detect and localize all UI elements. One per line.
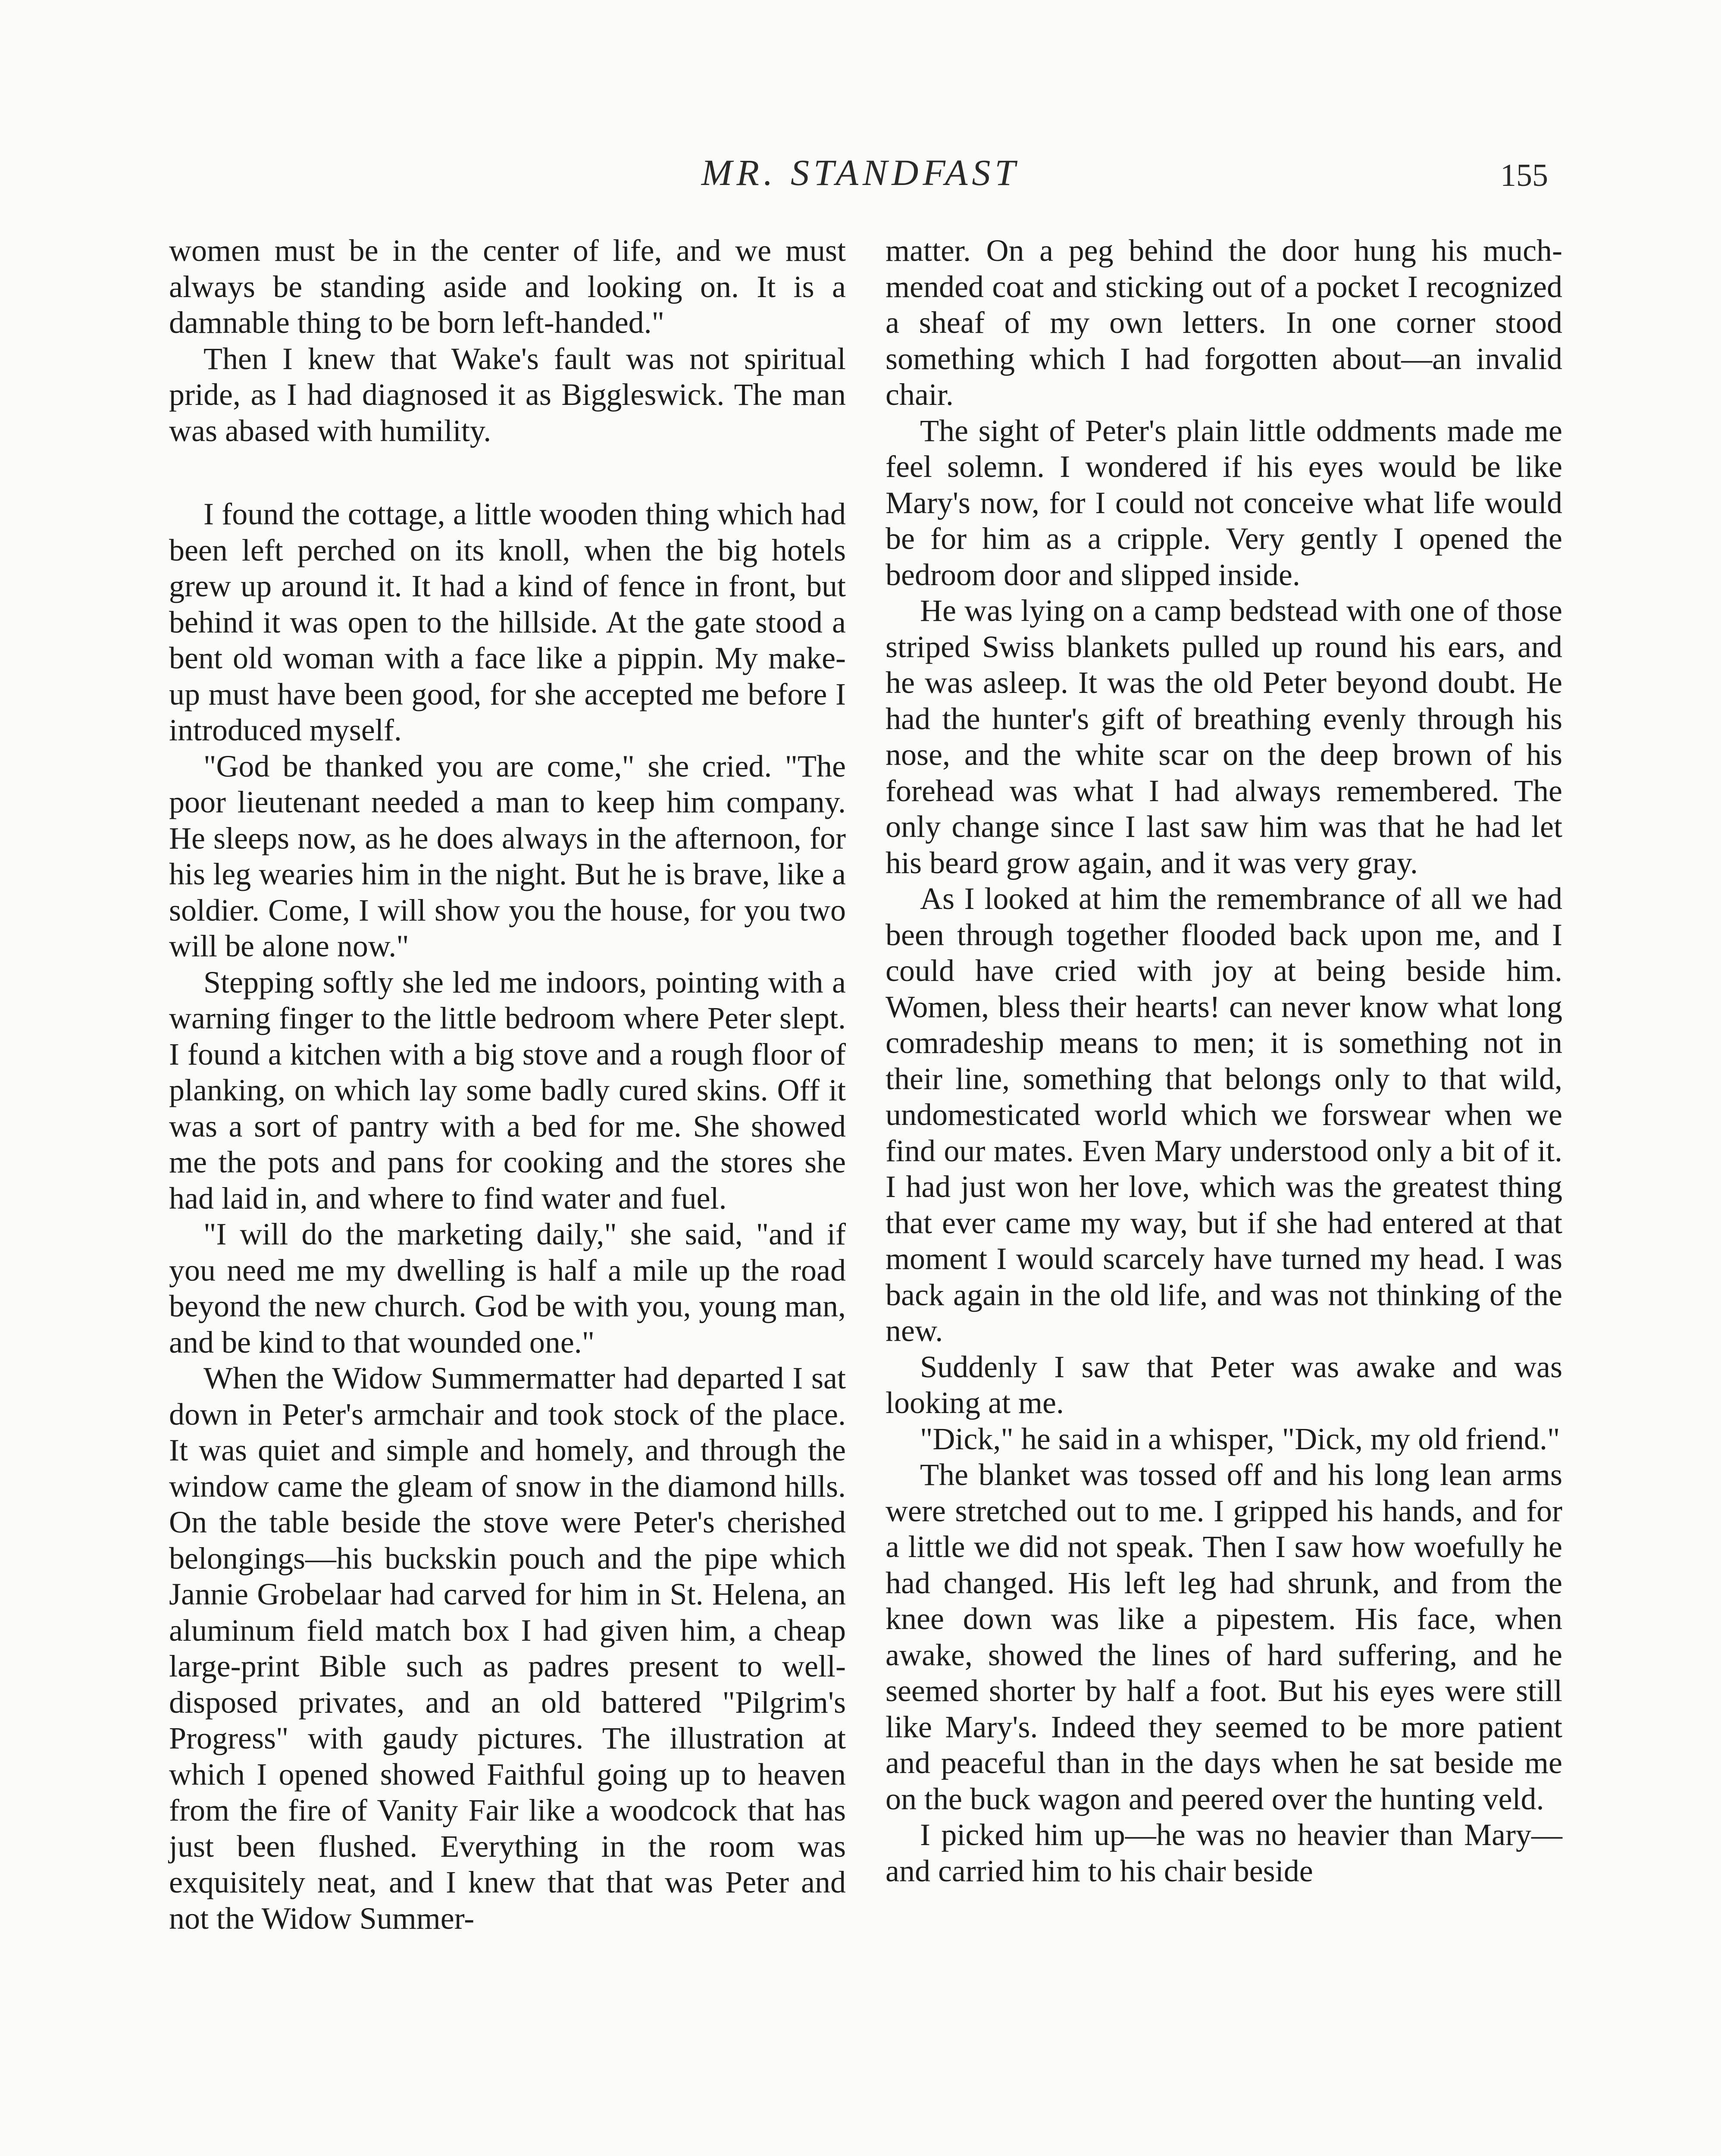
paragraph: "God be thanked you are come," she cried. "The poor lieutenant needed a man to keep him company. He sleeps now, as he does always in the afternoon, for his leg wearies him in the night. But he is brave, like a soldier. Come, I will show you the house, for you two will be alone now." [169,749,846,963]
paragraph: He was lying on a camp bedstead with one of those striped Swiss blankets pulled up round his ears, and he was asleep. It was the old Peter beyond doubt. He had the hunter's gift of breathing evenly through his nose, and the white scar on the deep brown of his forehead was what I had always remembered. The only change since I last saw him was that he had let his beard grow again, and it was very gray. [886,593,1562,880]
paragraph: I found the cottage, a little wooden thing which had been left perched on its knoll, when the big hotels grew up around it. It had a kind of fence in front, but behind it was open to the hillside. At the gate stood a bent old woman with a face like a pippin. My make-up must have been good, for she accepted me before I introduced myself. [169,497,846,747]
paragraph: Stepping softly she led me indoors, pointing with a warning finger to the little bedroom where Peter slept. I found a kitchen with a big stove and a rough floor of planking, on which lay some badly cured skins. Off it was a sort of pantry with a bed for me. She showed me the pots and pans for cooking and the stores she had laid in, and where to find water and fuel. [169,965,846,1216]
paragraph: matter. On a peg behind the door hung his much-mended coat and sticking out of a pocket I recognized a sheaf of my own letters. In one corner stood something which I had forgotten about—an invalid chair. [886,233,1562,412]
paragraph: women must be in the center of life, and we must always be standing aside and looking on. It is a damnable thing to be born left-handed." [169,233,846,340]
paragraph: Then I knew that Wake's fault was not spiritual pride, as I had diagnosed it as Biggleswick. The man was abased with humility. [169,341,846,448]
paragraph: As I looked at him the remembrance of all we had been through together flooded back upon me, and I could have cried with joy at being beside him. Women, bless their hearts! can never know what long comradeship means to men; it is something not in their line, something that belongs only to that wild, undomesticated world which we forswear when we find our mates. Even Mary understood only a bit of it. I had just won her love, which was the greatest thing that ever came my way, but if she had entered at that moment I would scarcely have turned my head. I was back again in the old life, and was not thinking of the new. [886,881,1562,1348]
paragraph: "Dick," he said in a whisper, "Dick, my old friend." [920,1421,1560,1456]
paragraph: The blanket was tossed off and his long lean arms were stretched out to me. I gripped his hands, and for a little we did not speak. Then I saw how woefully he had changed. His left leg had shrunk, and from the knee down was like a pipestem. His face, when awake, showed the lines of hard suffering, and he seemed shorter by half a foot. But his eyes were still like Mary's. Indeed they seemed to be more patient and peaceful than in the days when he sat beside me on the buck wagon and peered over the hunting veld. [886,1457,1562,1816]
paragraph: The sight of Peter's plain little oddments made me feel solemn. I wondered if his eyes would be like Mary's now, for I could not conceive what life would be for him as a cripple. Very gently I opened the bedroom door and slipped inside. [886,413,1562,592]
running-title: MR. STANDFAST [701,152,1020,193]
paragraph: "I will do the marketing daily," she said, "and if you need me my dwelling is half a mile up the road beyond the new church. God be with you, young man, and be kind to that wounded one." [169,1217,846,1360]
right-column [886,233,1562,1889]
left-column [169,233,846,1937]
paragraph: I picked him up—he was no heavier than Mary—and carried him to his chair beside [886,1818,1562,1888]
page-number: 155 [1500,158,1548,193]
paragraph: When the Widow Summermatter had departed I sat down in Peter's armchair and took stock of the place. It was quiet and simple and homely, and through the window came the gleam of snow in the diamond hills. On the table beside the stove were Peter's cherished belongings—his buckskin pouch and the pipe which Jannie Grobelaar had carved for him in St. Helena, an aluminum field match box I had given him, a cheap large-print Bible such as padres present to well-disposed privates, and an old battered "Pilgrim's Progress" with gaudy pictures. The illustration at which I opened showed Faithful going up to heaven from the fire of Vanity Fair like a woodcock that has just been flushed. Everything in the room was exquisitely neat, and I knew that that was Peter and not the Widow Summer- [169,1361,846,1936]
paragraph: Suddenly I saw that Peter was awake and was looking at me. [886,1349,1562,1420]
